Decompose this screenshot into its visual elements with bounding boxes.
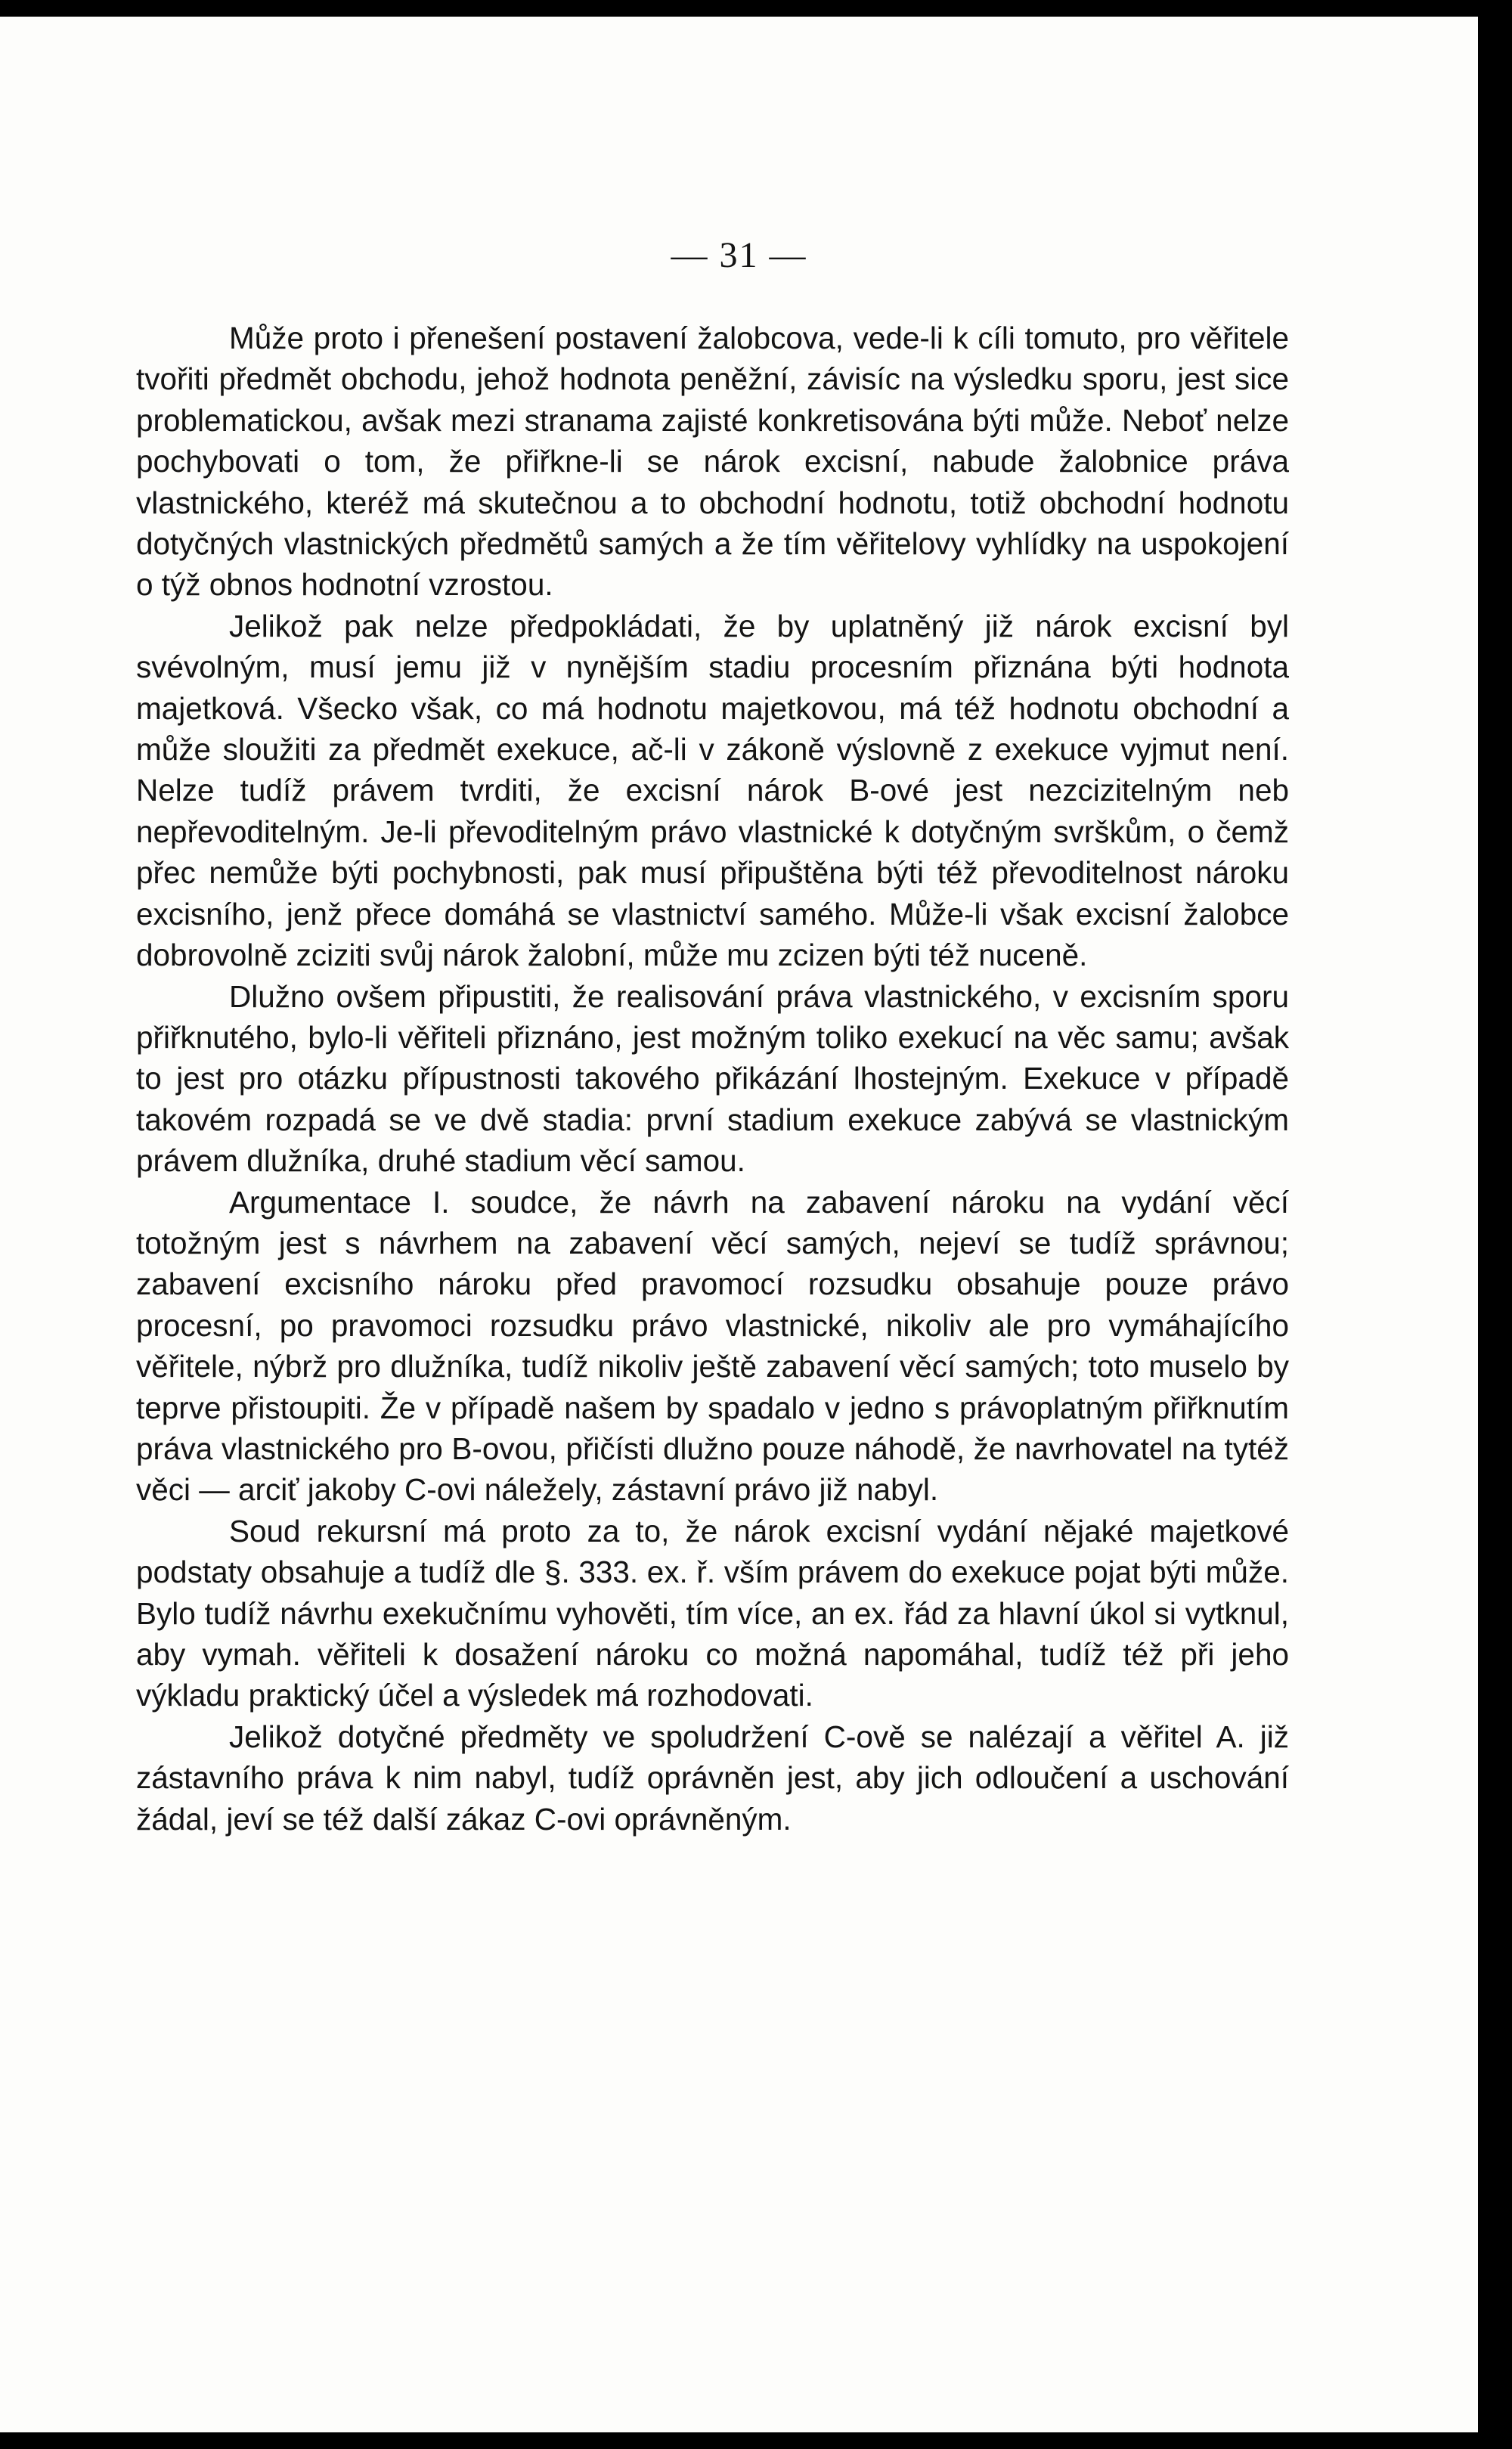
paragraph-4: Argumentace I. soudce, že návrh na zabavení nároku na vydání věcí totožným jest s návrhem na zabavení věcí samých, nejeví se tudíž správnou; zabavení excisního nároku před pravomocí rozsudku obsahuje pouze právo procesní, po pravomoci rozsudku právo vlastnické, nikoliv ale pro vymáhajícího věřitele, nýbrž pro dlužníka, tudíž nikoliv ještě zabavení věcí samých; toto muselo by teprve přistoupiti. Že v případě našem by spadalo v jedno s právoplatným přiřknutím práva vlastnického pro B-ovou, přičísti dlužno pouze náhodě, že navrhovatel na tytéž věci — arciť jakoby C-ovi náležely, zástavní právo již nabyl. xyxy=(136,1184,1289,1508)
page-number: — 31 — xyxy=(671,235,807,275)
paragraph-2: Jelikož pak nelze předpokládati, že by uplatněný již nárok excisní byl svévolným, musí jemu již v nynějším stadiu procesním přiznána býti hodnota majetková. Všecko však, co má hodnotu majetkovou, má též hodnotu obchodní a může sloužiti za předmět exekuce, ač-li v zákoně výslovně z exekuce vyjmut není. Nelze tudíž právem tvrditi, že excisní nárok B-ové jest nezcizitelným neb nepřevoditelným. Je-li převoditelným právo vlastnické k dotyčným svrškům, o čemž přec nemůže býti pochybnosti, pak musí připuštěna býti též převoditelnost nároku excisního, jenž přece domáhá se vlastnictví samého. Může-li však excisní žalobce dobrovolně zciziti svůj nárok žalobní, může mu zcizen býti též nuceně. xyxy=(136,608,1289,973)
paragraph-6: Jelikož dotyčné předměty ve spoludržení C-ově se nalézají a věřitel A. již zástavního práva k nim nabyl, tudíž oprávněn jest, aby jich odloučení a uschování žádal, jeví se též další zákaz C-ovi oprávněným. xyxy=(136,1719,1289,1837)
document-page xyxy=(0,17,1478,2432)
paragraph-5: Soud rekursní má proto za to, že nárok excisní vydání nějaké majetkové podstaty obsahuje a tudíž dle §. 333. ex. ř. vším právem do exekuce pojat býti může. Bylo tudíž návrhu exekučnímu vyhověti, tím více, an ex. řád za hlavní úkol si vytknul, aby vymah. věřiteli k dosažení nároku co možná napomáhal, tudíž též při jeho výkladu praktický účel a výsledek má rozhodovati. xyxy=(136,1513,1289,1713)
paragraph-1: Může proto i přenešení postavení žalobcova, vede-li k cíli tomuto, pro věřitele tvořiti předmět obchodu, jehož hodnota peněžní, závisíc na výsledku sporu, jest sice problematickou, avšak mezi stranama zajisté konkretisována býti může. Neboť nelze pochybovati o tom, že přiřkne-li se nárok excisní, nabude žalobnice práva vlastnického, kteréž má skutečnou a to obchodní hodnotu, totiž obchodní hodnotu dotyčných vlastnických předmětů samých a že tím věřitelovy vyhlídky na uspokojení o týž obnos hodnotní vzrostou. xyxy=(136,321,1289,603)
body-text xyxy=(136,318,1289,1840)
paragraph-3: Dlužno ovšem připustiti, že realisování práva vlastnického, v excisním sporu přiřknutého, bylo-li věřiteli přiznáno, jest možným toliko exekucí na věc samu; avšak to jest pro otázku přípustnosti takového přikázání lhostejným. Exekuce v případě takovém rozpadá se ve dvě stadia: první stadium exekuce zabývá se vlastnickým právem dlužníka, druhé stadium věcí samou. xyxy=(136,978,1289,1179)
